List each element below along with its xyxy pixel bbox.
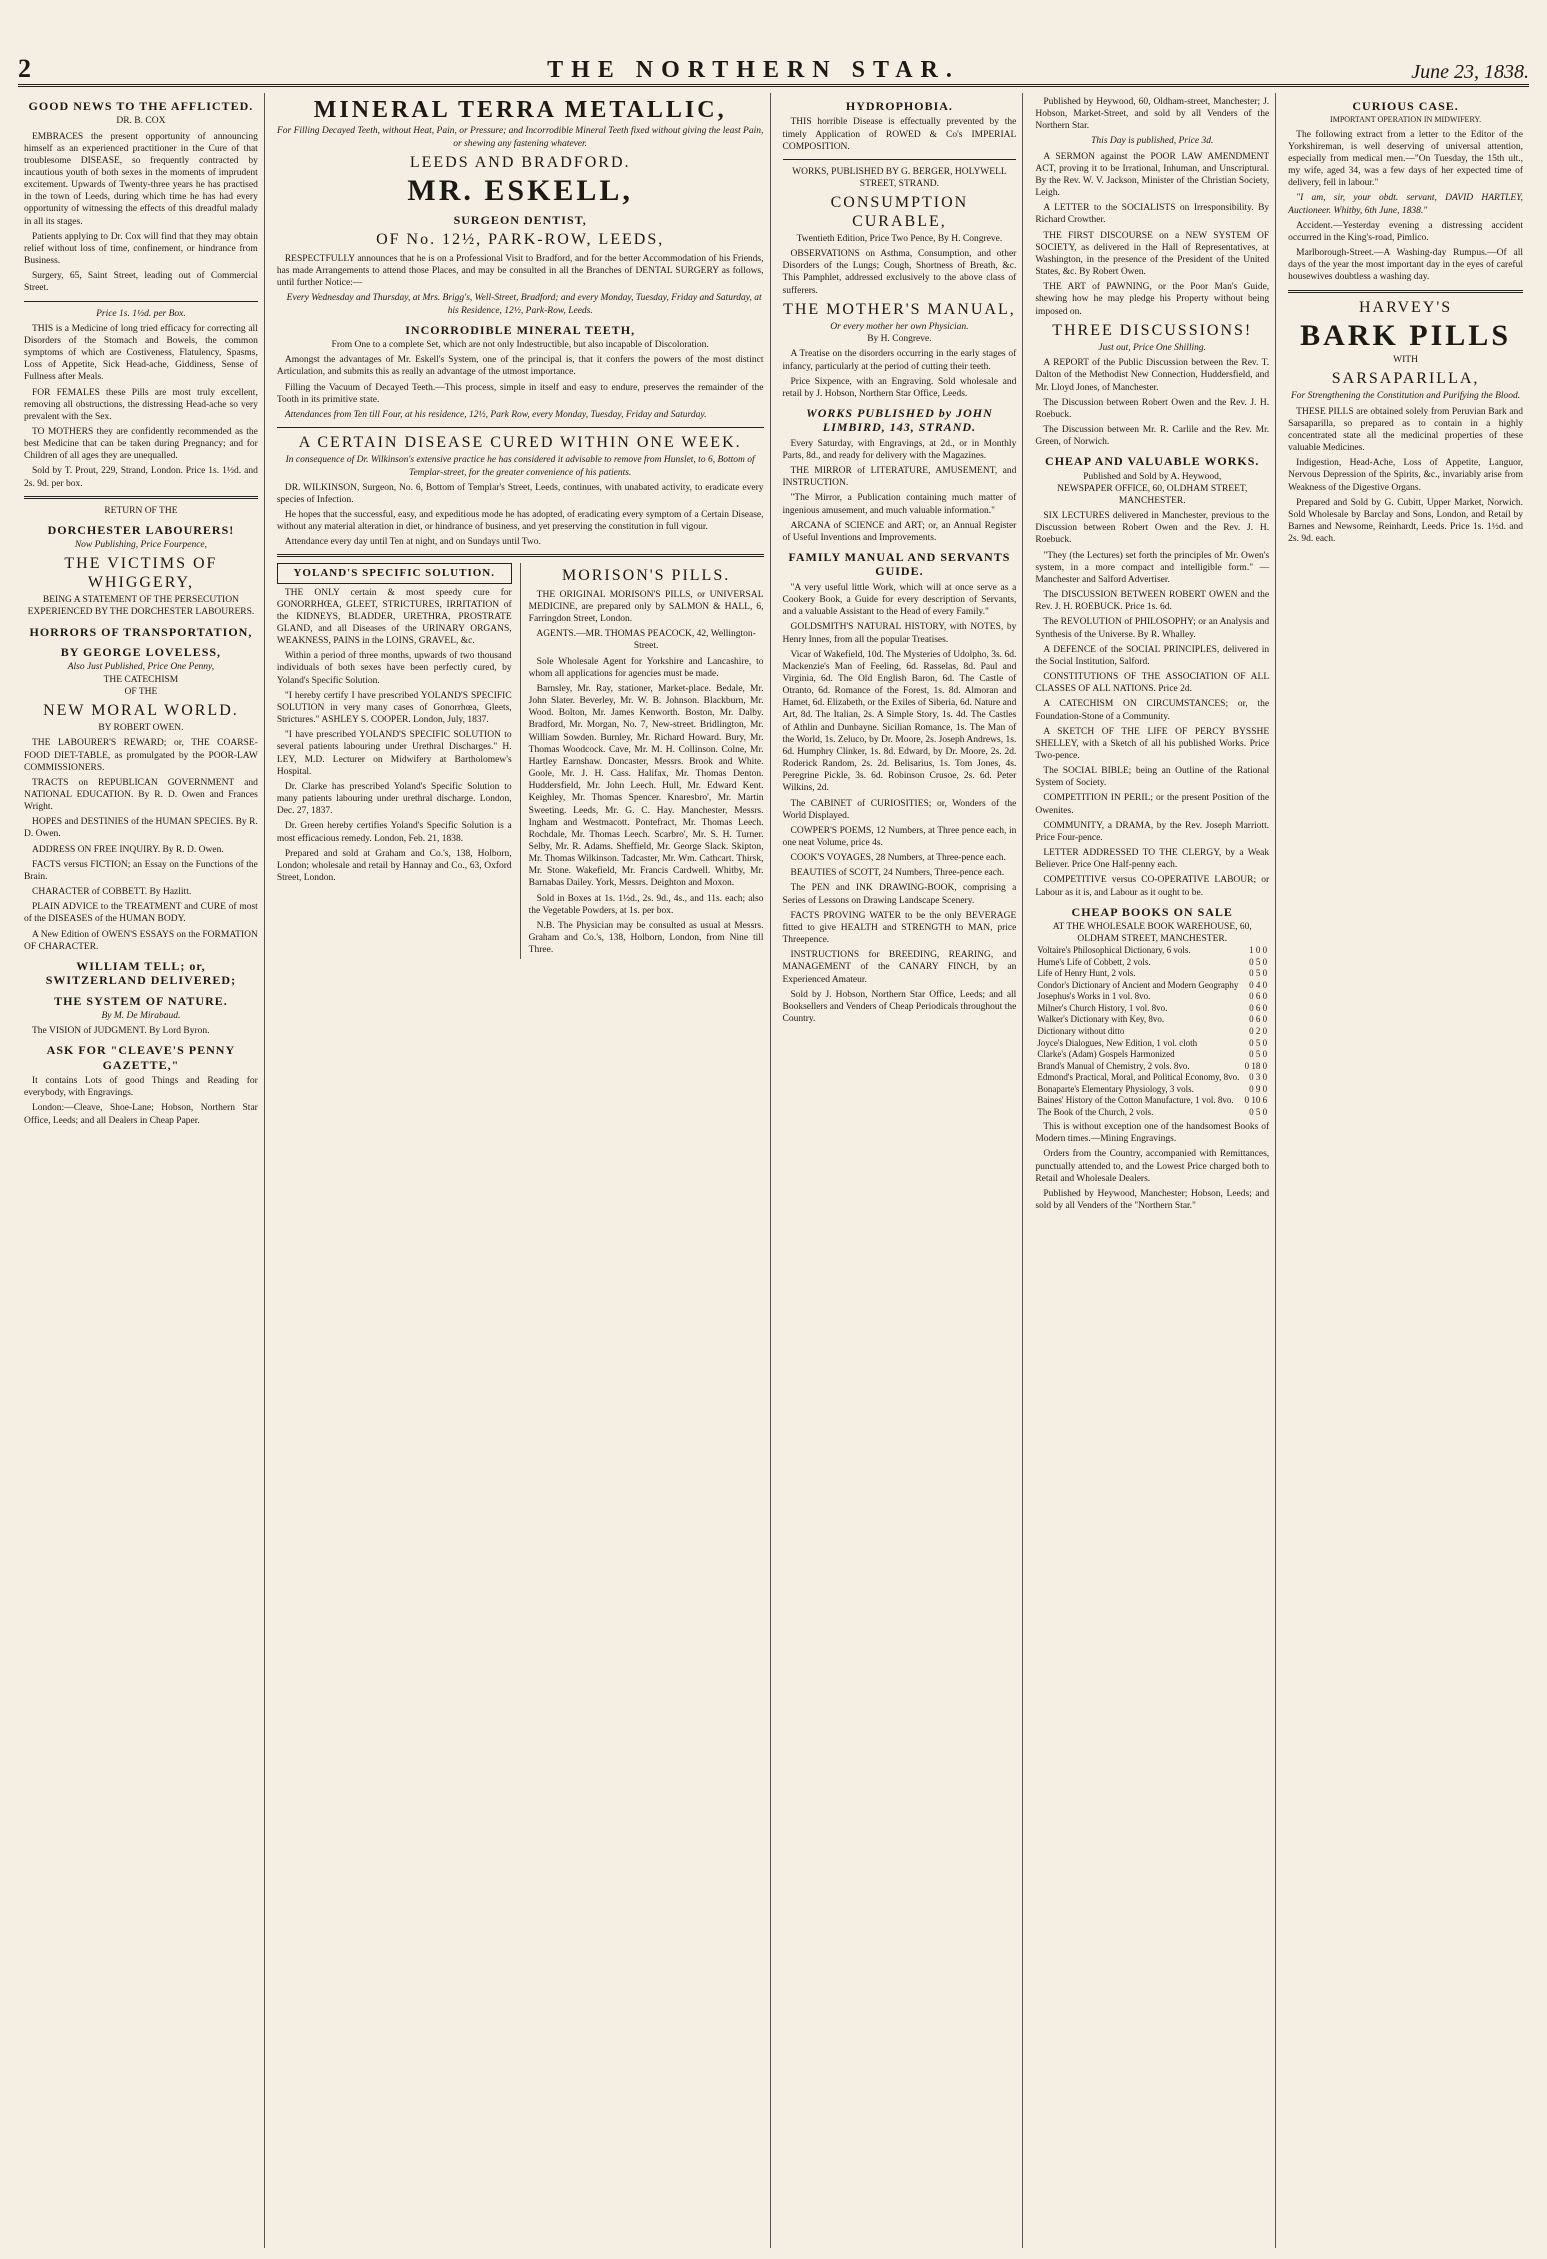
subheading: This Day is published, Price 3d. [1091,136,1214,147]
book-row [1035,1061,1269,1073]
heading-three-discussions: THREE DISCUSSIONS! [1052,321,1253,339]
book-title: Joyce's Dialogues, New Edition, 1 vol. cloth [1037,1037,1198,1048]
ad-paragraph: "The Mirror, a Publication containing much matter of ingenious amusement, and much valuable information." [782,493,1017,516]
subheading: AGENTS.—MR. THOMAS PEACOCK, 42, Wellington-Street. [536,629,756,652]
heading: THE SYSTEM OF NATURE. [54,993,228,1008]
book-title: Bonaparte's Elementary Physiology, 3 vols. [1037,1083,1194,1094]
column-1 [18,93,265,2248]
heading-cheap-books: CHEAP BOOKS ON SALE [1071,904,1233,919]
book-price: 0 5 0 [1249,956,1268,967]
ad-paragraph: It contains Lots of good Things and Reading for everybody, with Engravings. [24,1076,258,1099]
book-title: Baines' History of the Cotton Manufacture, 1 vol. 8vo. [1037,1095,1234,1106]
ad-paragraph: London:—Cleave, Shoe-Lane; Hobson, Northern Star Office, Leeds; and all Dealers in Cheap Paper. [24,1103,258,1126]
book-row [1035,1095,1269,1107]
book-row [1035,1084,1269,1096]
yolands-ad [277,563,512,959]
ad-paragraph: The REVOLUTION of PHILOSOPHY; or an Analysis and Synthesis of the Universe. By R. Whalley. [1035,617,1270,640]
ad-paragraph: CHARACTER of COBBETT. By Hazlitt. [32,887,192,898]
ad-paragraph: Prepared and Sold by G. Cubitt, Upper Market, Norwich. Sold Wholesale by Barclay and Sons, London, and Retail by Barnes and Newsome, Reinhardt, Leeds. Price 1s. 1½d. and 2s. 9d. each. [1288,497,1523,545]
ad-paragraph: FACTS versus FICTION; an Essay on the Functions of the Brain. [24,859,258,882]
heading-hydrophobia: HYDROPHOBIA. [845,99,953,113]
ad-paragraph: N.B. The Physician may be consulted as usual at Messrs. Graham and Co.'s, 138, Holborn, London, from Nine till Three. [528,920,764,956]
book-row [1035,945,1269,957]
subheading: NEWSPAPER OFFICE, 60, OLDHAM STREET, MANCHESTER. [1057,483,1248,506]
book-price: 0 6 0 [1249,991,1268,1002]
book-price: 0 4 0 [1249,979,1268,990]
ad-paragraph: Sold by J. Hobson, Northern Star Office, Leeds; and all Booksellers and Venders of Cheap Periodicals throughout the Country. [782,989,1017,1025]
ad-paragraph: Orders from the Country, accompanied with Remittances, punctually attended to, and the Lowest Price charged both to Retail and Wholesale Dealers. [1035,1149,1270,1184]
issue-date: June 23, 1838. [1411,61,1529,83]
ad-paragraph: "A very useful little Work, which will at once serve as a Cookery Book, a Guide for every description of Servants, and a valuable Assistant to the Head of every Family." [782,582,1017,618]
ad-paragraph: "I have prescribed YOLAND'S SPECIFIC SOLUTION to several patients labouring under Urethral Discharges." H. LEY, M.D. Lecturer on Midwifery at Bartholomew's Hospital. [276,730,512,777]
ad-paragraph: THIS horrible Disease is effectually prevented by the timely Application of ROWED & Co's IMPERIAL COMPOSITION. [782,117,1017,152]
ad-paragraph: Surgery, 65, Saint Street, leading out of Commercial Street. [24,271,258,294]
heading-family-manual: FAMILY MANUAL AND SERVANTS GUIDE. [788,550,1011,579]
book-row [1035,991,1269,1003]
book-price: 0 2 0 [1249,1026,1268,1036]
book-price: 0 6 0 [1249,1002,1268,1013]
subheading: Also Just Published, Price One Penny, [67,662,215,673]
ad-paragraph: COWPER'S POEMS, 12 Numbers, at Three pence each, in one neat Volume, price 4s. [782,825,1017,848]
heading-leeds-bradford: LEEDS AND BRADFORD. [409,153,631,171]
subheading: INCORRODIBLE MINERAL TEETH, [405,322,636,337]
ad-paragraph: Sold by T. Prout, 229, Strand, London. Price 1s. 1½d. and 2s. 9d. per box. [24,466,258,489]
book-row [1035,1003,1269,1015]
ad-paragraph: A Treatise on the disorders occurring in the early stages of infancy, particularly at the period of cutting their teeth. [782,349,1017,372]
subheading: AT THE WHOLESALE BOOK WAREHOUSE, 60, OLDHAM STREET, MANCHESTER. [1052,922,1252,945]
heading-yolands-specific: YOLAND'S SPECIFIC SOLUTION. [277,563,512,583]
ad-paragraph: COMPETITIVE versus CO-OPERATIVE LABOUR; or Labour as it is, and Labour as it ought to be. [1035,875,1270,898]
column-3 [777,93,1024,2248]
book-title: Brand's Manual of Chemistry, 2 vols. 8vo. [1037,1060,1190,1071]
ad-paragraph: THESE PILLS are obtained solely from Peruvian Bark and Sarsaparilla, so prepared as to contain in a highly concentrated state all the medicinal properties of these valuable Medicines. [1288,406,1523,454]
subheading: OF No. 12½, PARK-ROW, LEEDS, [376,231,665,249]
heading-certain-disease: A CERTAIN DISEASE CURED WITHIN ONE WEEK. [298,433,742,451]
book-price: 0 10 6 [1244,1095,1268,1106]
ad-paragraph: A New Edition of OWEN'S ESSAYS on the FORMATION OF CHARACTER. [24,929,258,952]
ad-paragraph: Price Sixpence, with an Engraving. Sold wholesale and retail by J. Hobson, Northern Star Office, Leeds. [782,376,1017,399]
subheading: HORRORS OF TRANSPORTATION, [29,624,253,639]
ad-paragraph: The PEN and INK DRAWING-BOOK, comprising a Series of Lessons on Drawing Landscape Scenery. [782,883,1017,906]
ad-paragraph: He hopes that the successful, easy, and expeditious mode he has adopted, of eradicating every symptom of a Certain Disease, without any material alteration in diet, or hindrance of business, and yet preserving the constitution in full vigour. [276,510,764,533]
ad-paragraph: Prepared and sold at Graham and Co.'s, 138, Holborn, London; wholesale and retail by Hannay and Co., 63, Oxford Street, London. [276,848,512,883]
byline: By H. Congreve. [867,334,932,345]
book-price: 0 6 0 [1249,1014,1268,1025]
subheading: For Strengthening the Constitution and Purifying the Blood. [1290,391,1521,402]
book-price: 0 5 0 [1249,1049,1268,1060]
ad-paragraph: EMBRACES the present opportunity of announcing himself as an experienced practitioner in the Cure of that troublesome DISEASE, so frequently contracted by incautious youth of both sexes in the moments of imprudent excitement. Upwards of Twenty-three years he has practised in the town of Leeds, during which time he has had every opportunity of witnessing the effects of this dreadful malady in all its stages. [24,131,258,227]
ad-paragraph: PLAIN ADVICE to the TREATMENT and CURE of most of the DISEASES of the HUMAN BODY. [24,902,258,925]
book-title: Condor's Dictionary of Ancient and Modern Geography [1037,979,1239,990]
book-price-table [1035,945,1269,1118]
heading-bark-pills: BARK PILLS [1300,318,1512,352]
book-title: The Book of the Church, 2 vols. [1037,1106,1154,1117]
ad-paragraph: Every Saturday, with Engravings, at 2d., or in Monthly Parts, 8d., and ready for delivery with the Magazines. [782,438,1017,461]
book-price: 0 5 0 [1249,1037,1268,1048]
ad-paragraph: The VISION of JUDGMENT. By Lord Byron. [32,1026,210,1037]
ad-paragraph: THE ART of PAWNING, or the Poor Man's Guide, shewing how he may pledge his Property without being imposed on. [1035,282,1270,317]
book-title: Josephus's Works in 1 vol. 8vo. [1037,991,1151,1002]
ad-paragraph: THE FIRST DISCOURSE on a NEW SYSTEM OF SOCIETY, as delivered in the Hall of Representatives, at Washington, in the presence of the President of the United States, &c. By Robert Owen. [1035,230,1270,278]
book-row [1035,980,1269,992]
ad-paragraph: A DEFENCE of the SOCIAL PRINCIPLES, delivered in the Social Institution, Salford. [1035,644,1270,667]
ad-paragraph: OBSERVATIONS on Asthma, Consumption, and other Disorders of the Lungs; Cough, Shortness of Breath, &c. This Pamphlet, addressed exclusively to the above class of sufferers. [782,249,1017,296]
article-signature: "I am, sir, your obdt. servant, DAVID HARTLEY, Auctioneer. Whitby, 6th June, 1838." [1288,193,1523,216]
divider [783,159,1017,160]
ad-paragraph: A SKETCH OF THE LIFE OF PERCY BYSSHE SHELLEY, with a Sketch of all his published Works. Price Two-pence. [1035,726,1270,761]
book-row [1035,1038,1269,1050]
heading: ASK FOR "CLEAVE'S PENNY GAZETTE," [46,1043,236,1072]
divider [277,427,764,428]
divider [1288,290,1523,293]
book-price: 0 9 0 [1249,1083,1268,1094]
subheading: SURGEON DENTIST, [453,213,587,228]
ad-paragraph: Sold in Boxes at 1s. 1½d., 2s. 9d., 4s., and 11s. each; also the Vegetable Powders, at 1s. per box. [528,893,764,916]
ad-paragraph: This is without exception one of the handsomest Books of Modern times.—Mining Engravings. [1035,1122,1270,1145]
subheading: From One to a complete Set, which are not only Indestructible, but also incapable of Discoloration. [331,340,709,351]
book-price: 0 5 0 [1249,968,1268,979]
ad-paragraph: Dr. Green hereby certifies Yoland's Specific Solution is a most efficacious remedy. London, Feb. 21, 1838. [276,821,512,844]
column-2 [271,93,771,2248]
subheading: BY GEORGE LOVELESS, [60,644,222,659]
ad-paragraph: Within a period of three months, upwards of two thousand individuals of both sexes have been perfectly cured, by Yoland's Specific Solution. [276,651,512,686]
book-price: 0 5 0 [1249,1106,1268,1117]
heading-morisons-pills: MORISON'S PILLS. [561,567,731,585]
book-title: Milner's Church History, 1 vol. 8vo. [1037,1002,1168,1013]
ad-paragraph: "I hereby certify I have prescribed YOLAND'S SPECIFIC SOLUTION in very many cases of Gonorrhœa, Gleets, Strictures." ASHLEY S. COOPER. London, July, 1837. [276,690,512,726]
agent-list: Barnsley, Mr. Ray, stationer, Market-place. Bedale, Mr. John Slater. Beverley, Mr. W. B. Johnson. Blackburn, Mr. Wood. Bolton, Mr. James Kenworth. Boston, Mr. Dalby. Bradford, Mr. Morgan, No. 7, New-street. Bridlington, Mr. William Sowden. Burnley, Mr. Richard Howard. Bury, Mr. Thomas Woodcock. Cave, Mr. M. H. Collinson. Colne, Mr. Hartley Earnshaw. Doncaster, Messrs. Brook and White. Goole, Mr. J. H. Cass. Halifax, Mr. Thomas Denton. Huddersfield, Mr. John Leech. Hull, Mr. Edward Kent. Keighley, Mr. Thomas Spencer. Knaresbro', Mr. Martin Sweeting. Leeds, Mr. G. C. Hay. Manchester, Messrs. Ingham and Westmacott. Pontefract, Mr. Thomas Leech. Rochdale, Mr. Thomas Leech. Scarbro', Mr. S. H. Turner. Selby, Mr. R. Adams. Sheffield, Mr. George Slack. Skipton, Mr. Thomas Wilkinson. Tadcaster, Mr. Wm. Cathcart. Thirsk, Mr. Stone. Wakefield, Mr. Francis Cardwell. Whitby, Mr. Barnabas Dailey. York, Messrs. Deighton and Moxon. [528,683,764,889]
book-price: 0 18 0 [1244,1060,1268,1071]
page-number: 2 [18,54,31,83]
ad-paragraph: THE ONLY certain & most speedy cure for GONORRHŒA, GLEET, STRICTURES, IRRITATION of the KIDNEYS, BLADDER, URETHRA, PROSTRATE GLAND, and all Diseases of the URINARY ORGANS, WEAKNESS, PAINS in the LOINS, GRAVEL, &c. [276,587,512,647]
ad-paragraph: Sole Wholesale Agent for Yorkshire and Lancashire, to whom all applications for agencies must be made. [528,656,764,679]
subheading: For Filling Decayed Teeth, without Heat, Pain, or Pressure; and Incorrodible Mineral Teeth fixed without giving the least Pain, or shewing any fastening whatever. [276,126,764,149]
ad-paragraph: Amongst the advantages of Mr. Eskell's System, one of the principal is, that it confers the powers of the most distinct Articulation, and submits this as really an advantage of the utmost importance. [276,355,764,378]
morisons-ad [520,563,764,959]
ad-paragraph: SIX LECTURES delivered in Manchester, previous to the Discussion between Robert Owen and the Rev. J. H. Roebuck. [1035,511,1270,546]
heading: RETURN OF THE [104,505,178,516]
subheading: WITH [1393,354,1418,365]
ad-paragraph: The Discussion between Robert Owen and the Rev. J. H. Roebuck. [1035,397,1270,420]
book-row [1035,1026,1269,1038]
heading-limbird: WORKS PUBLISHED by JOHN LIMBIRD, 143, STRAND. [806,406,993,435]
ad-paragraph: INSTRUCTIONS for BREEDING, REARING, and MANAGEMENT of the CANARY FINCH, by an Experienced Amateur. [782,950,1017,985]
article-paragraph: Marlborough-Street.—A Washing-day Rumpus.—Of all days of the year the most important day in the eyes of careful housewives doubtless a washing day. [1288,248,1523,283]
book-title: Voltaire's Philosophical Dictionary, 6 vols. [1037,945,1191,956]
ad-paragraph: RESPECTFULLY announces that he is on a Professional Visit to Bradford, and for the better Accommodation of his Friends, has made Arrangements to attend those Places, and may be consulted in all the Branches of DENTAL SURGERY as follows, until further Notice:— [276,253,764,289]
book-row [1035,1072,1269,1084]
book-title: Dictionary without ditto [1037,1026,1125,1036]
subheading: BEING A STATEMENT OF THE PERSECUTION EXPERIENCED BY THE DORCHESTER LABOURERS. [27,595,255,618]
ad-paragraph: Filling the Vacuum of Decayed Teeth.—This process, simple in itself and easy to endure, preserves the remainder of the Tooth in its primitive state. [276,382,764,405]
heading: WILLIAM TELL; or, SWITZERLAND DELIVERED; [45,958,237,988]
ad-paragraph: GOLDSMITH'S NATURAL HISTORY, with NOTES, by Henry Innes, from all the popular Treatises. [782,622,1017,645]
ad-paragraph: FOR FEMALES these Pills are most truly excellent, removing all obstructions, the distressing Head-ache so very prevalent with the Sex. [24,387,258,422]
ad-paragraph: HOPES and DESTINIES of the HUMAN SPECIES. By R. D. Owen. [24,817,258,840]
ad-paragraph: CONSTITUTIONS OF THE ASSOCIATION OF ALL CLASSES OF ALL NATIONS. Price 2d. [1035,672,1270,695]
heading-victims-of-whiggery: THE VICTIMS OF WHIGGERY, [64,555,218,591]
ad-paragraph: ADDRESS ON FREE INQUIRY. By R. D. Owen. [32,844,224,855]
heading-curious-case: CURIOUS CASE. [1352,99,1459,113]
ad-paragraph: THE ORIGINAL MORISON'S PILLS, or UNIVERSAL MEDICINE, are prepared only by SALMON & HALL, 6, Farringdon Street, London. [528,589,764,625]
divider [24,301,258,302]
book-list: Vicar of Wakefield, 10d. The Mysteries of Udolpho, 3s. 6d. Mackenzie's Man of Feeling, 6d. Rasselas, 8d. Paul and Virginia, 6d. The Old English Baron, 6d. The Castle of Otranto, 6d. Romance of the Forest, 1s. 8d. Almoran and Hamet, 6d. Elizabeth, or the Exiles of Siberia, 6d. Nature and Art, 8d. The Italian, 2s. A Simple Story, 1s. 4d. The Castles of Athlin and Dunbayne. Sicilian Romance, 1s. The Man of the World, 1s. Zeluco, by Dr. Moore, 2s. Joseph Andrews, 1s. 6d. Humphry Clinker, 1s. 8d. Edward, by Dr. Moore, 2s. 2d. Roderick Random, 2s. 2d. Belisarius, 1s. Tom Jones, 4s. Peregrine Pickle, 3s. 6d. Robinson Crusoe, 2s. 6d. Peter Wilkins, 2d. [782,649,1017,794]
subheading: Or every mother her own Physician. [830,322,969,333]
ad-paragraph: The Discussion between Mr. R. Carlile and the Rev. Mr. Green, of Norwich. [1035,424,1270,448]
book-row [1035,968,1269,980]
book-row [1035,1049,1269,1061]
subheading: Published and Sold by A. Heywood, [1083,471,1222,482]
ad-paragraph: The SOCIAL BIBLE; being an Outline of the Rational System of Society. [1035,766,1270,789]
ad-paragraph: TO MOTHERS they are confidently recommended as the best Medicine that can be taken during Pregnancy; and for Children of all ages they are unequalled. [24,426,258,462]
ad-paragraph: ARCANA of SCIENCE and ART; or, an Annual Register of Useful Inventions and Improvements. [782,520,1017,543]
book-title: Hume's Life of Cobbett, 2 vols. [1037,956,1151,967]
heading: DORCHESTER LABOURERS! [47,522,235,537]
masthead [18,0,1529,87]
heading-harveys: HARVEY'S [1358,298,1453,316]
divider [24,496,258,499]
ad-paragraph: Attendance every day until Ten at night, and on Sundays until Two. [284,537,541,548]
ad-paragraph: DR. WILKINSON, Surgeon, No. 6, Bottom of Templar's Street, Leeds, continues, with unabated activity, to eradicate every species of Infection. [276,482,764,505]
book-title: Edmond's Practical, Moral, and Political Economy, 8vo. [1037,1072,1240,1083]
subheading: WORKS, PUBLISHED BY G. BERGER, HOLYWELL STREET, STRAND. [792,166,1007,190]
article-paragraph: Accident.—Yesterday evening a distressing accident occurred in the King's-road, Pimlico. [1288,220,1523,243]
ad-paragraph: COMPETITION IN PERIL; or the present Position of the Owenites. [1035,793,1270,816]
ad-paragraph: A LETTER to the SOCIALISTS on Irresponsibility. By Richard Crowther. [1035,203,1270,226]
ad-paragraph: Attendances from Ten till Four, at his residence, 12½, Park Row, every Monday, Tuesday, Friday and Saturday. [284,409,707,420]
heading: Now Publishing, Price Fourpence, [74,540,208,551]
ad-paragraph: COOK'S VOYAGES, 28 Numbers, at Three-pence each. [790,853,1006,864]
ad-paragraph: "They (the Lectures) set forth the principles of Mr. Owen's system, in a more compact and intelligible form." —Manchester and Salford Advertiser. [1035,550,1270,585]
book-row [1035,1014,1269,1026]
heading: THE CATECHISM [103,674,179,685]
book-title: Walker's Dictionary with Key, 8vo. [1037,1014,1165,1025]
heading-mr-eskell: MR. ESKELL, [407,174,633,208]
ad-paragraph: Indigestion, Head-Ache, Loss of Appetite, Languor, Nervous Depression of the Spirits, &c., invariably arise from Weakness of the Digestive Organs. [1288,458,1523,493]
heading-sarsaparilla: SARSAPARILLA, [1331,370,1480,388]
ad-paragraph: Every Wednesday and Thursday, at Mrs. Brigg's, Well-Street, Bradford; and every Monday, Tuesday, Friday and Saturday, at his Residence, 12½, Park-Row, Leeds. [286,293,762,316]
ad-paragraph: FACTS PROVING WATER to be the only BEVERAGE fitted to give HEALTH and STRENGTH to MAN, price Threepence. [782,910,1017,946]
subheading: IMPORTANT OPERATION IN MIDWIFERY. [1330,115,1482,125]
book-title: Life of Henry Hunt, 2 vols. [1037,968,1136,979]
book-title: Clarke's (Adam) Gospels Harmonized [1037,1049,1175,1060]
heading-new-moral-world: NEW MORAL WORLD. [43,701,239,719]
ad-paragraph: Patients applying to Dr. Cox will find that they may obtain relief without loss of time, confinement, or hindrance from Business. [24,231,258,267]
ad-paragraph: THE LABOURER'S REWARD; or, THE COARSE-FOOD DIET-TABLE, as promulgated by the POOR-LAW COMMISSIONERS. [24,738,258,773]
heading-mineral-terra-metallic: MINERAL TERRA METALLIC, [313,97,727,123]
article-paragraph: The following extract from a letter to the Editor of the Yorkshireman, is well deserving of universal attention, especially from medical men.—"On Tuesday, the 15th ult., my wife, aged 34, was a few days of her expected time of delivery, fell in labour." [1288,129,1523,189]
book-price: 0 3 0 [1249,1072,1268,1083]
columns [18,93,1529,2248]
ad-byline: DR. B. COX [116,116,166,127]
ad-paragraph: COMMUNITY, a DRAMA, by the Rev. Joseph Marriott. Price Four-pence. [1035,820,1270,843]
subheading: Just out, Price One Shilling. [1098,343,1207,354]
two-column-ads [277,563,764,959]
byline: BY ROBERT OWEN. [98,723,184,734]
heading: OF THE [124,686,158,697]
book-row [1035,957,1269,969]
ad-paragraph: Published by Heywood, Manchester; Hobson, Leeds; and sold by all Venders of the "Northern Star." [1035,1188,1270,1212]
book-row [1035,1107,1269,1119]
price-line: Price 1s. 1½d. per Box. [96,308,186,319]
ad-paragraph: BEAUTIES of SCOTT, 24 Numbers, Three-pence each. [790,868,1005,879]
ad-paragraph: A REPORT of the Public Discussion between the Rev. T. Dalton of the Methodist New Connection, Huddersfield, and Mr. Lloyd Jones, of Manchester. [1035,358,1270,393]
divider [277,554,764,557]
ad-paragraph: THIS is a Medicine of long tried efficacy for correcting all Disorders of the Stomach and Bowels, the common symptoms of which are Costiveness, Flatulency, Spasms, Loss of Appetite, Sick Head-ache, Giddiness, Sense of Fullness after Meals. [24,323,258,383]
ad-paragraph: A CATECHISM ON CIRCUMSTANCES; or, the Foundation-Stone of a Community. [1035,699,1270,722]
ad-paragraph: The DISCUSSION BETWEEN ROBERT OWEN and the Rev. J. H. ROEBUCK. Price 1s. 6d. [1035,590,1270,613]
ad-paragraph: A SERMON against the POOR LAW AMENDMENT ACT, proving it to be Irrational, Inhuman, and Unscriptural. By the Rev. W. V. Jackson, Minister of the Christian Society, Leigh. [1035,151,1270,199]
ad-paragraph: Published by Heywood, 60, Oldham-street, Manchester; J. Hobson, Market-Street, and sold by all Venders of the Northern Star. [1035,97,1270,132]
subheading: Twentieth Edition, Price Two Pence, By H. Congreve. [796,233,1003,244]
column-4 [1029,93,1276,2248]
ad-paragraph: The CABINET of CURIOSITIES; or, Wonders of the World Displayed. [782,798,1017,821]
byline: By M. De Mirabaud. [101,1011,181,1022]
newspaper-title: THE NORTHERN STAR. [547,57,960,83]
column-5 [1282,93,1529,2248]
ad-paragraph: Dr. Clarke has prescribed Yoland's Specific Solution to many patients labouring under urethral discharge. London, Dec. 27, 1837. [276,781,512,817]
book-price: 1 0 0 [1249,945,1268,956]
ad-paragraph: THE MIRROR of LITERATURE, AMUSEMENT, and INSTRUCTION. [782,466,1017,489]
ad-paragraph: TRACTS on REPUBLICAN GOVERNMENT and NATIONAL EDUCATION. By R. D. Owen and Frances Wright. [24,777,258,813]
heading-cheap-valuable-works: CHEAP AND VALUABLE WORKS. [1045,454,1260,469]
ad-heading-good-news: GOOD NEWS TO THE AFFLICTED. [28,99,254,113]
ad-paragraph: LETTER ADDRESSED TO THE CLERGY, by a Weak Believer. Price One Half-penny each. [1035,848,1270,871]
heading-consumption-curable: CONSUMPTION CURABLE, [830,194,969,230]
subheading: In consequence of Dr. Wilkinson's extensive practice he has considered it advisable to remove from Hunslet, to 6, Bottom of Templar-street, for the greater convenience of his patients. [285,455,755,478]
heading-mothers-manual: THE MOTHER'S MANUAL, [783,300,1016,318]
